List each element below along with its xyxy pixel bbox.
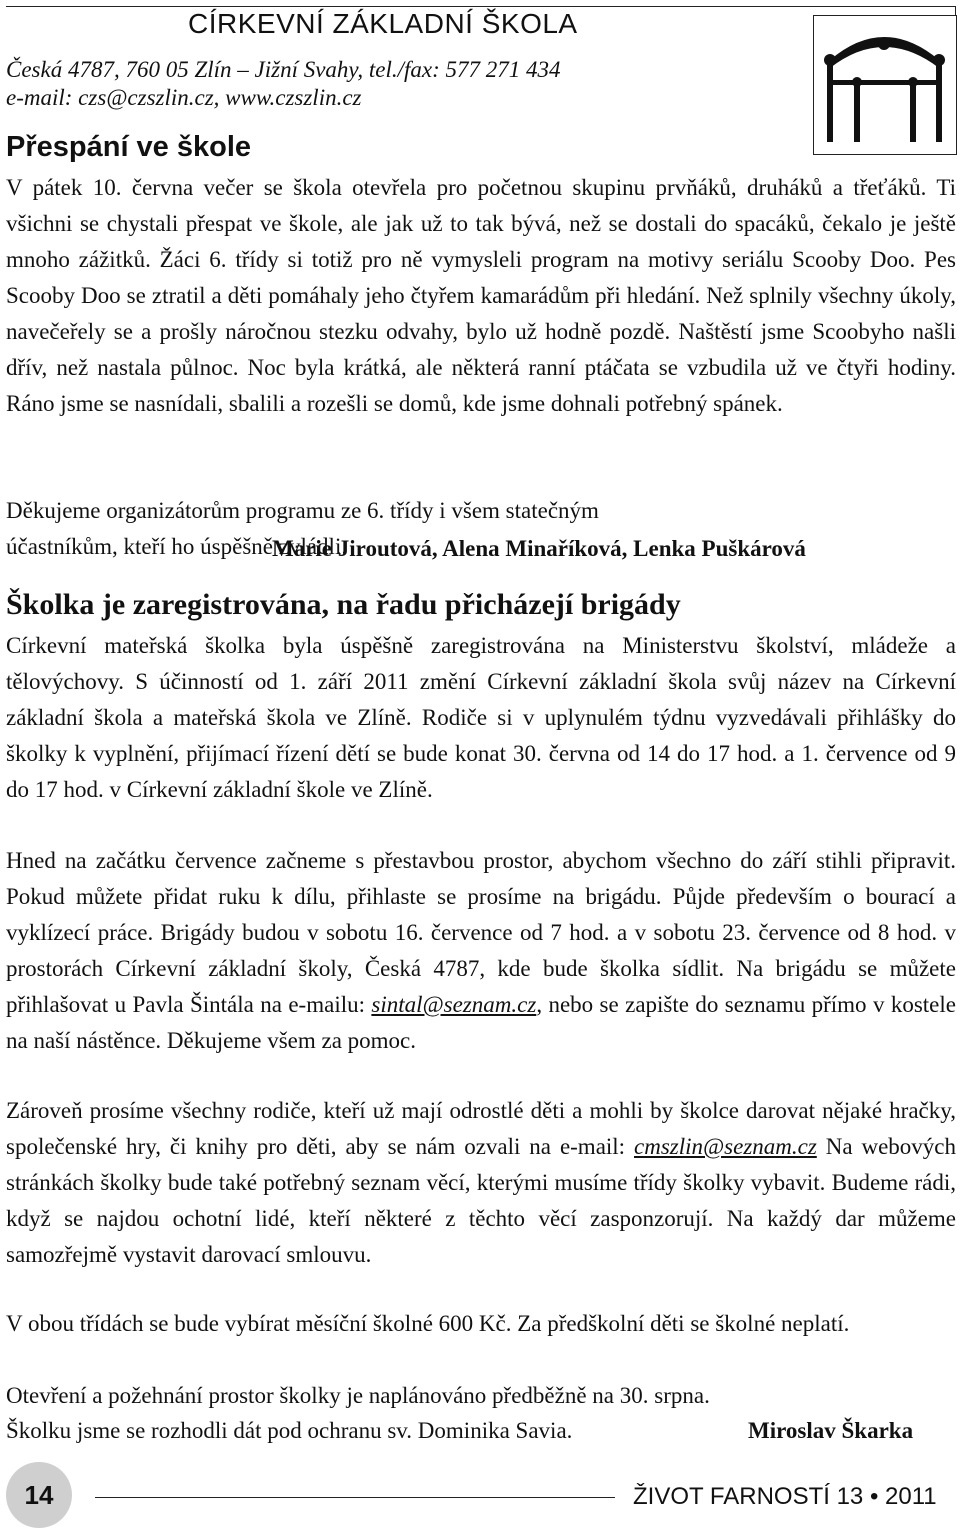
article-paragraph [6,1378,956,1414]
publication-title: ŽIVOT FARNOSTÍ 13 • 2011 [633,1483,937,1510]
paragraph-text: Církevní mateřská školka byla úspěšně zaregistrována na Ministerstvu školství, mládeže a tělovýchovy. S účinností od 1. září 2011 změní Církevní základní škola svůj název na Církevní základní škola a mateřská škola ve Zlíně. Rodiče si v uplynulém týdnu vyzvedávali přihlášky do školky k vyplnění, přijímací řízení dětí se bude konat 30. června od 14 do 17 hod. a 1. července od 9 do 17 hod. v Církevní základní škole ve Zlíně. [6,633,956,802]
email-link-sintal[interactable]: sintal@seznam.cz [371,992,537,1017]
article-paragraph [6,1306,956,1342]
school-logo-icon [813,15,957,155]
paragraph-text: V pátek 10. června večer se škola otevřela pro početnou skupinu prvňáků, druháků a třeťáků. Ti všichni se chystali přespat ve škole, ale jak už to tak bývá, než se dostali do spacáků, čekalo je ještě mnoho zážitků. Žáci 6. třídy si totiž pro ně vymysleli program na motivy seriálu Scooby Doo. Pes Scooby Doo se ztratil a děti pomáhaly jeho čtyřem kamarádům při hledání. Než splnily všechny úkoly, navečeřely se a prošly náročnou stezku odvahy, bylo už hodně pozdě. Naštěstí jsme Scoobyho našli dřív, než nastala půlnoc. Noc byla krátká, ale některá ranní ptáčata se vzbudila už ve čtyři hodiny. Ráno jsme se nasnídali, sbalili a rozešli se domů, kde jsme dohnali potřebný spánek. [6,175,956,416]
contact-line: e-mail: czs@czszlin.cz, www.czszlin.cz [6,85,362,110]
footer-divider [95,1497,615,1498]
article-paragraph [6,170,956,422]
paragraph-text [6,1093,956,1273]
article-paragraph [6,1413,736,1449]
paragraph-text: Děkujeme organizátorům programu ze 6. třídy i všem statečným účastníkům, kteří ho úspěšně zvládli. [6,498,599,559]
article-paragraph [6,628,956,808]
article-title-sleepover: Přespání ve škole [6,131,252,163]
address-line: Česká 4787, 760 05 Zlín – Jižní Svahy, tel./fax: 577 271 434 [6,57,561,82]
paragraph-text: Školku jsme se rozhodli dát pod ochranu sv. Dominika Savia. [6,1418,573,1443]
article-paragraph [6,1093,956,1273]
article-author: Marie Jiroutová, Alena Minaříková, Lenka Puškárová [272,536,806,561]
paragraph-text: V obou třídách se bude vybírat měsíční školné 600 Kč. Za předškolní děti se školné neplatí. [6,1311,850,1336]
article-title-kindergarten: Školka je zaregistrována, na řadu přicházejí brigády [6,588,681,621]
paragraph-text: Otevření a požehnání prostor školky je naplánováno předběžně na 30. srpna. [6,1383,710,1408]
text-run: Zároveň prosíme všechny rodiče, kteří už mají odrostlé děti a mohli by školce darovat nějaké hračky, společenské hry, či knihy pro děti, aby se nám ozvali na e-mail: [6,1098,956,1159]
text-run: Na webových stránkách školky bude také potřebný seznam věcí, kterými musíme třídy školky vybavit. Budeme rádi, když se najdou ochotní lidé, kteří některé z těchto věcí zasponzorují. Na každý dar můžeme samozřejmě vystavit darovací smlouvu. [6,1134,956,1267]
school-name: CÍRKEVNÍ ZÁKLADNÍ ŠKOLA [188,8,578,39]
paragraph-text [6,843,956,1059]
page-number-badge: 14 [6,1462,72,1528]
article-author: Miroslav Škarka [748,1418,914,1443]
text-run: Hned na začátku července začneme s přestavbou prostor, abychom všechno do září stihli připravit. Pokud můžete přidat ruku k dílu, přihlaste se prosíme na brigádu. Půjde především o bourací a vyklízecí práce. Brigády budou v sobotu 16. července od 7 hod. a v sobotu 23. července od 8 hod. v prostorách Církevní základní školy, Česká 4787, kde bude školka sídlit. Na brigádu se můžete přihlašovat u Pavla Šintála na e-mailu: [6,848,956,1017]
article-paragraph [6,843,956,1059]
email-link-cmszlin[interactable]: cmszlin@seznam.cz [634,1134,817,1159]
text-run: , nebo se zapište do seznamu přímo v kostele na naší nástěnce. Děkujeme všem za pomoc. [6,992,956,1053]
